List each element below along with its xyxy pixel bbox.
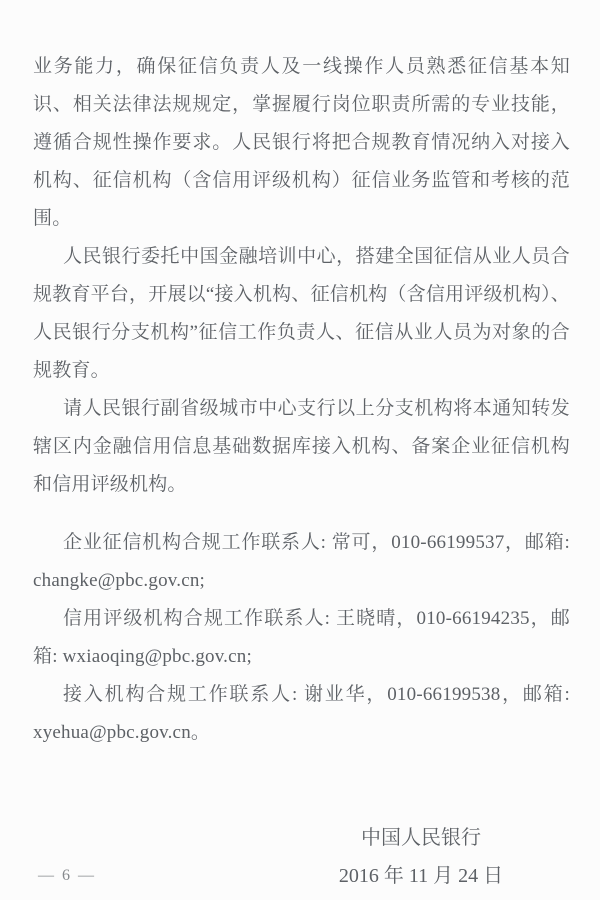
issuer-name: 中国人民银行	[361, 827, 481, 849]
contact-line-credit-rating-agency: 信用评级机构合规工作联系人: 王晓晴，010-66194235，邮箱: wxiaoqing@pbc.gov.cn;	[33, 608, 570, 667]
paragraph-forwarding-request: 请人民银行副省级城市中心支行以上分支机构将本通知转发辖区内金融信用信息基础数据库接入机构、备案企业征信机构和信用评级机构。	[33, 398, 570, 495]
paragraph-training-platform: 人民银行委托中国金融培训中心，搭建全国征信从业人员合规教育平台，开展以“接入机构、征信机构（含信用评级机构）、人民银行分支机构”征信工作负责人、征信从业人员为对象的合规教育。	[33, 246, 570, 381]
document-body	[33, 48, 570, 752]
page-number: — 6 —	[38, 867, 96, 884]
signature-block	[326, 819, 516, 895]
contact-line-enterprise-credit-agency: 企业征信机构合规工作联系人: 常可，010-66199537，邮箱: changke@pbc.gov.cn;	[33, 532, 570, 591]
paragraph-continuation-compliance-education: 业务能力，确保征信负责人及一线操作人员熟悉征信基本知识、相关法律法规规定，掌握履行岗位职责所需的专业技能，遵循合规性操作要求。人民银行将把合规教育情况纳入对接入机构、征信机构（含信用评级机构）征信业务监管和考核的范围。	[33, 56, 570, 229]
issue-date: 2016 年 11 月 24 日	[338, 865, 504, 887]
contact-line-access-institution: 接入机构合规工作联系人: 谢业华，010-66199538，邮箱: xyehua@pbc.gov.cn。	[33, 684, 570, 743]
